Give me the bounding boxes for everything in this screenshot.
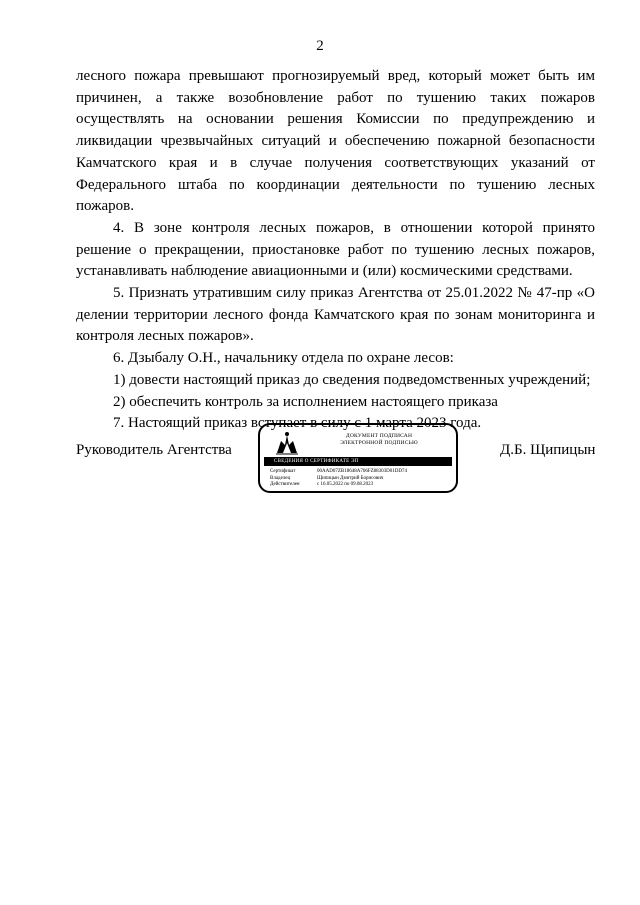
stamp-heading-line2: ЭЛЕКТРОННОЙ ПОДПИСЬЮ [340,439,418,446]
paragraph-item-7: 7. Настоящий приказ вступает в силу с 1 марта 2023 года. [113,415,482,432]
stamp-heading-line1: ДОКУМЕНТ ПОДПИСАН [345,433,413,439]
signer-name: Д.Б. Щипицын [500,442,596,458]
signer-position: Руководитель Агентства [76,442,232,458]
stamp-certificate-bar: СВЕДЕНИЯ О СЕРТИФИКАТЕ ЭП [264,457,452,466]
stamp-row-value: 00AAD07ZB18648A706FZ88303D01DD74 [317,469,407,474]
coat-of-arms-icon [274,431,300,455]
paragraph-item-6: 6. Дзыбалу О.Н., начальнику отдела по охране лесов: [113,350,454,367]
paragraph-continuation: лесного пожара превышают прогнозируемый вред, который может быть им причинен, а также возобновление работ по тушению таких пожаров осуществлять на основании решения Комиссии по предупреждению и ликвидации чрезвычайных ситуаций и обеспечению пожарной безопасности Камчатского края и в случае получения соответствующих указаний от Федерального штаба по координации деятельности по тушению лесных пожаров. [76,68,595,215]
page-number: 2 [316,38,324,54]
paragraph-item-4: 4. В зоне контроля лесных пожаров, в отношении которой принято решение о прекращении, приостановке работ по тушению лесных пожаров, устанавливать наблюдение авиационными и (или) космическими средствами. [76,219,595,280]
stamp-row-validity [270,482,407,489]
stamp-heading [312,433,446,446]
stamp-row-key: Действителен [270,482,300,487]
stamp-row-key: Сертификат [270,469,296,474]
paragraph-subitem-2: 2) обеспечить контроль за исполнением настоящего приказа [113,393,498,410]
electronic-signature-stamp [258,423,458,493]
document-body [76,66,595,435]
stamp-row-value: с 16.05.2022 по 09.08.2023 [317,482,374,487]
stamp-row-key: Владелец [270,475,291,481]
paragraph-item-5: 5. Признать утратившим силу приказ Агентства от 25.01.2022 № 47-пр «О делении территории лесного фонда Камчатского края по зонам мониторинга и контроля лесных пожаров». [76,285,595,345]
stamp-row-value: Щипицын Дмитрий Борисович [317,475,384,481]
stamp-details [270,469,407,489]
paragraph-subitem-1: 1) довести настоящий приказ до сведения подведомственных учреждений; [113,371,591,388]
